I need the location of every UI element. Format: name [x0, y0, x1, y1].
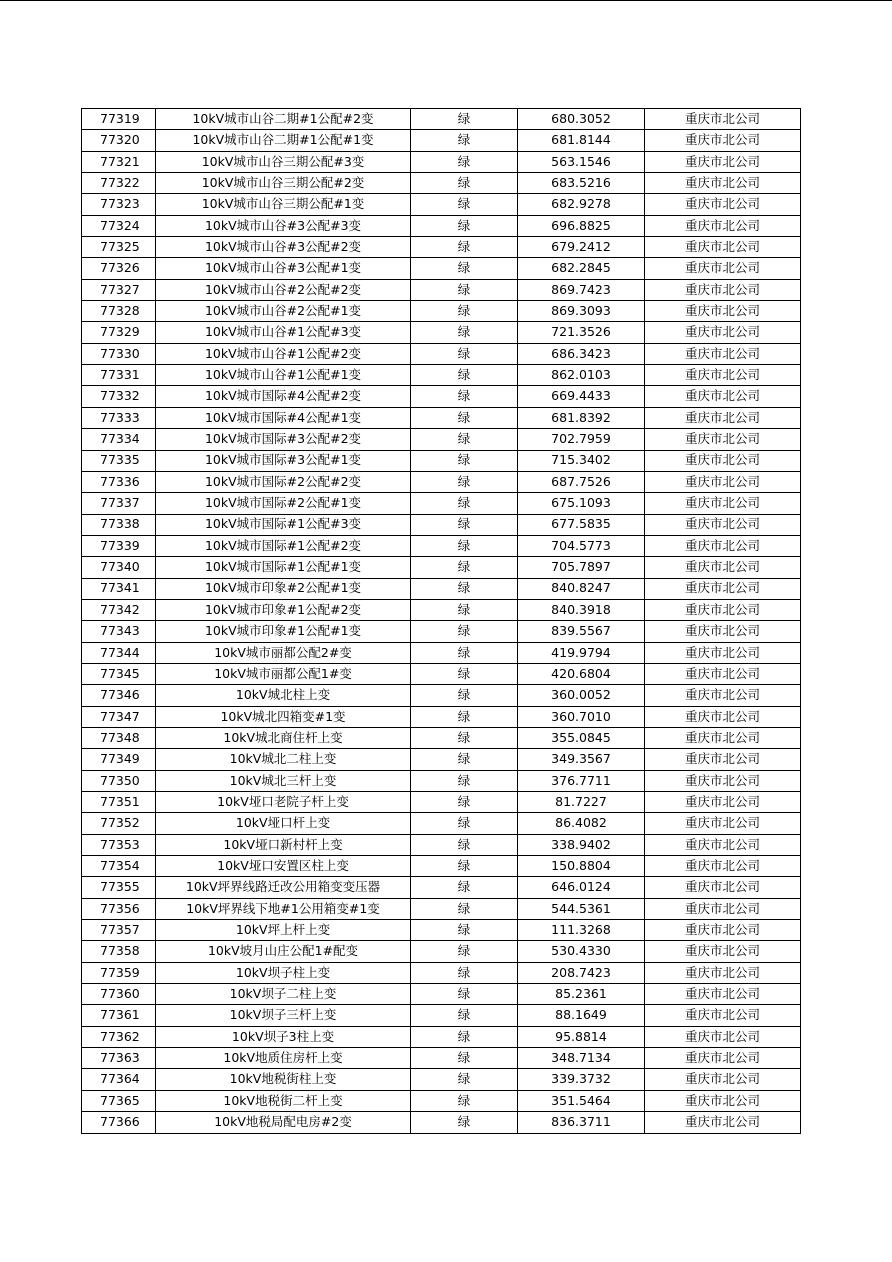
table-row [82, 727, 801, 748]
value-cell: 836.3711 [518, 1112, 645, 1133]
transformer-name-cell: 10kV城北三杆上变 [156, 770, 411, 791]
table-row [82, 215, 801, 236]
company-cell: 重庆市北公司 [645, 621, 801, 642]
value-cell: 682.2845 [518, 258, 645, 279]
table-row [82, 450, 801, 471]
table-row [82, 322, 801, 343]
record-id-cell: 77353 [82, 834, 156, 855]
value-cell: 81.7227 [518, 792, 645, 813]
table-row [82, 151, 801, 172]
record-id-cell: 77335 [82, 450, 156, 471]
record-id-cell: 77320 [82, 130, 156, 151]
record-id-cell: 77321 [82, 151, 156, 172]
table-row [82, 642, 801, 663]
record-id-cell: 77330 [82, 343, 156, 364]
company-cell: 重庆市北公司 [645, 642, 801, 663]
status-cell: 绿 [411, 941, 518, 962]
company-cell: 重庆市北公司 [645, 984, 801, 1005]
table-row [82, 194, 801, 215]
record-id-cell: 77324 [82, 215, 156, 236]
company-cell: 重庆市北公司 [645, 130, 801, 151]
company-cell: 重庆市北公司 [645, 279, 801, 300]
transformer-name-cell: 10kV城市山谷#3公配#1变 [156, 258, 411, 279]
transformer-name-cell: 10kV城市山谷三期公配#3变 [156, 151, 411, 172]
record-id-cell: 77332 [82, 386, 156, 407]
value-cell: 351.5464 [518, 1090, 645, 1111]
status-cell: 绿 [411, 365, 518, 386]
record-id-cell: 77319 [82, 109, 156, 130]
record-id-cell: 77345 [82, 663, 156, 684]
table-row [82, 1112, 801, 1133]
value-cell: 88.1649 [518, 1005, 645, 1026]
company-cell: 重庆市北公司 [645, 493, 801, 514]
value-cell: 687.7526 [518, 471, 645, 492]
record-id-cell: 77334 [82, 429, 156, 450]
record-id-cell: 77347 [82, 706, 156, 727]
value-cell: 686.3423 [518, 343, 645, 364]
status-cell: 绿 [411, 194, 518, 215]
company-cell: 重庆市北公司 [645, 770, 801, 791]
value-cell: 675.1093 [518, 493, 645, 514]
status-cell: 绿 [411, 920, 518, 941]
record-id-cell: 77342 [82, 599, 156, 620]
status-cell: 绿 [411, 557, 518, 578]
value-cell: 869.3093 [518, 301, 645, 322]
company-cell: 重庆市北公司 [645, 535, 801, 556]
company-cell: 重庆市北公司 [645, 834, 801, 855]
status-cell: 绿 [411, 877, 518, 898]
status-cell: 绿 [411, 237, 518, 258]
transformer-name-cell: 10kV坝子3柱上变 [156, 1026, 411, 1047]
value-cell: 869.7423 [518, 279, 645, 300]
status-cell: 绿 [411, 151, 518, 172]
table-row [82, 599, 801, 620]
value-cell: 681.8144 [518, 130, 645, 151]
table-row [82, 685, 801, 706]
company-cell: 重庆市北公司 [645, 962, 801, 983]
record-id-cell: 77340 [82, 557, 156, 578]
company-cell: 重庆市北公司 [645, 941, 801, 962]
transformer-name-cell: 10kV坝子三杆上变 [156, 1005, 411, 1026]
transformer-name-cell: 10kV城北柱上变 [156, 685, 411, 706]
record-id-cell: 77356 [82, 898, 156, 919]
record-id-cell: 77363 [82, 1048, 156, 1069]
status-cell: 绿 [411, 578, 518, 599]
status-cell: 绿 [411, 962, 518, 983]
table-row [82, 429, 801, 450]
status-cell: 绿 [411, 749, 518, 770]
company-cell: 重庆市北公司 [645, 749, 801, 770]
transformer-name-cell: 10kV城市国际#4公配#1变 [156, 407, 411, 428]
status-cell: 绿 [411, 1069, 518, 1090]
table-row [82, 1090, 801, 1111]
status-cell: 绿 [411, 856, 518, 877]
transformer-name-cell: 10kV垭口杆上变 [156, 813, 411, 834]
company-cell: 重庆市北公司 [645, 258, 801, 279]
value-cell: 349.3567 [518, 749, 645, 770]
status-cell: 绿 [411, 301, 518, 322]
record-id-cell: 77329 [82, 322, 156, 343]
value-cell: 420.6804 [518, 663, 645, 684]
status-cell: 绿 [411, 770, 518, 791]
company-cell: 重庆市北公司 [645, 578, 801, 599]
table-row [82, 621, 801, 642]
transformer-name-cell: 10kV城市山谷#2公配#2变 [156, 279, 411, 300]
status-cell: 绿 [411, 813, 518, 834]
table-row [82, 237, 801, 258]
value-cell: 360.0052 [518, 685, 645, 706]
table-row [82, 749, 801, 770]
record-id-cell: 77359 [82, 962, 156, 983]
transformer-name-cell: 10kV城北商住杆上变 [156, 727, 411, 748]
status-cell: 绿 [411, 685, 518, 706]
record-id-cell: 77364 [82, 1069, 156, 1090]
company-cell: 重庆市北公司 [645, 215, 801, 236]
table-row [82, 258, 801, 279]
value-cell: 705.7897 [518, 557, 645, 578]
record-id-cell: 77336 [82, 471, 156, 492]
record-id-cell: 77326 [82, 258, 156, 279]
company-cell: 重庆市北公司 [645, 898, 801, 919]
status-cell: 绿 [411, 1048, 518, 1069]
value-cell: 839.5567 [518, 621, 645, 642]
company-cell: 重庆市北公司 [645, 856, 801, 877]
table-row [82, 1005, 801, 1026]
record-id-cell: 77338 [82, 514, 156, 535]
value-cell: 355.0845 [518, 727, 645, 748]
record-id-cell: 77339 [82, 535, 156, 556]
status-cell: 绿 [411, 984, 518, 1005]
company-cell: 重庆市北公司 [645, 471, 801, 492]
record-id-cell: 77337 [82, 493, 156, 514]
table-row [82, 130, 801, 151]
table-row [82, 834, 801, 855]
record-id-cell: 77331 [82, 365, 156, 386]
record-id-cell: 77360 [82, 984, 156, 1005]
record-id-cell: 77344 [82, 642, 156, 663]
table-row [82, 471, 801, 492]
transformer-name-cell: 10kV城市国际#4公配#2变 [156, 386, 411, 407]
transformer-name-cell: 10kV垭口安置区柱上变 [156, 856, 411, 877]
transformer-name-cell: 10kV地质住房杆上变 [156, 1048, 411, 1069]
table-row [82, 877, 801, 898]
table-body [82, 109, 801, 1134]
status-cell: 绿 [411, 1005, 518, 1026]
status-cell: 绿 [411, 258, 518, 279]
value-cell: 208.7423 [518, 962, 645, 983]
transformer-name-cell: 10kV城市国际#1公配#3变 [156, 514, 411, 535]
transformer-name-cell: 10kV坪上杆上变 [156, 920, 411, 941]
record-id-cell: 77361 [82, 1005, 156, 1026]
transformer-name-cell: 10kV城市山谷#1公配#2变 [156, 343, 411, 364]
status-cell: 绿 [411, 450, 518, 471]
company-cell: 重庆市北公司 [645, 920, 801, 941]
table-row [82, 1026, 801, 1047]
table-row [82, 770, 801, 791]
status-cell: 绿 [411, 621, 518, 642]
company-cell: 重庆市北公司 [645, 557, 801, 578]
transformer-name-cell: 10kV城市印象#1公配#1变 [156, 621, 411, 642]
transformer-name-cell: 10kV城市国际#3公配#1变 [156, 450, 411, 471]
status-cell: 绿 [411, 493, 518, 514]
company-cell: 重庆市北公司 [645, 365, 801, 386]
value-cell: 683.5216 [518, 173, 645, 194]
record-id-cell: 77341 [82, 578, 156, 599]
record-id-cell: 77351 [82, 792, 156, 813]
table-row [82, 343, 801, 364]
record-id-cell: 77328 [82, 301, 156, 322]
table-row [82, 706, 801, 727]
table-row [82, 920, 801, 941]
status-cell: 绿 [411, 279, 518, 300]
record-id-cell: 77357 [82, 920, 156, 941]
transformer-name-cell: 10kV坡月山庄公配1#配变 [156, 941, 411, 962]
status-cell: 绿 [411, 599, 518, 620]
company-cell: 重庆市北公司 [645, 1005, 801, 1026]
transformer-name-cell: 10kV垭口新村杆上变 [156, 834, 411, 855]
company-cell: 重庆市北公司 [645, 1090, 801, 1111]
value-cell: 704.5773 [518, 535, 645, 556]
value-cell: 530.4330 [518, 941, 645, 962]
table-row [82, 792, 801, 813]
table-row [82, 279, 801, 300]
value-cell: 111.3268 [518, 920, 645, 941]
transformer-name-cell: 10kV城市山谷二期#1公配#1变 [156, 130, 411, 151]
record-id-cell: 77346 [82, 685, 156, 706]
transformer-name-cell: 10kV城市山谷三期公配#2变 [156, 173, 411, 194]
table-row [82, 962, 801, 983]
transformer-name-cell: 10kV城北四箱变#1变 [156, 706, 411, 727]
record-id-cell: 77343 [82, 621, 156, 642]
transformer-name-cell: 10kV城市山谷#1公配#3变 [156, 322, 411, 343]
company-cell: 重庆市北公司 [645, 1048, 801, 1069]
status-cell: 绿 [411, 322, 518, 343]
status-cell: 绿 [411, 386, 518, 407]
status-cell: 绿 [411, 130, 518, 151]
status-cell: 绿 [411, 429, 518, 450]
transformer-name-cell: 10kV城市国际#1公配#1变 [156, 557, 411, 578]
transformer-name-cell: 10kV城市国际#2公配#2变 [156, 471, 411, 492]
value-cell: 419.9794 [518, 642, 645, 663]
transformer-name-cell: 10kV坪界线下地#1公用箱变#1变 [156, 898, 411, 919]
value-cell: 702.7959 [518, 429, 645, 450]
value-cell: 677.5835 [518, 514, 645, 535]
value-cell: 95.8814 [518, 1026, 645, 1047]
company-cell: 重庆市北公司 [645, 301, 801, 322]
value-cell: 681.8392 [518, 407, 645, 428]
company-cell: 重庆市北公司 [645, 1026, 801, 1047]
status-cell: 绿 [411, 1090, 518, 1111]
page-top-border [0, 0, 892, 1]
company-cell: 重庆市北公司 [645, 237, 801, 258]
table-row [82, 578, 801, 599]
transformer-name-cell: 10kV城市丽都公配1#变 [156, 663, 411, 684]
transformer-name-cell: 10kV地税街柱上变 [156, 1069, 411, 1090]
record-id-cell: 77362 [82, 1026, 156, 1047]
table-row [82, 407, 801, 428]
record-id-cell: 77333 [82, 407, 156, 428]
company-cell: 重庆市北公司 [645, 1112, 801, 1133]
company-cell: 重庆市北公司 [645, 407, 801, 428]
value-cell: 721.3526 [518, 322, 645, 343]
transformer-name-cell: 10kV城市山谷二期#1公配#2变 [156, 109, 411, 130]
status-cell: 绿 [411, 109, 518, 130]
value-cell: 840.8247 [518, 578, 645, 599]
record-id-cell: 77355 [82, 877, 156, 898]
status-cell: 绿 [411, 471, 518, 492]
company-cell: 重庆市北公司 [645, 151, 801, 172]
company-cell: 重庆市北公司 [645, 450, 801, 471]
value-cell: 150.8804 [518, 856, 645, 877]
status-cell: 绿 [411, 514, 518, 535]
company-cell: 重庆市北公司 [645, 877, 801, 898]
status-cell: 绿 [411, 215, 518, 236]
value-cell: 85.2361 [518, 984, 645, 1005]
company-cell: 重庆市北公司 [645, 194, 801, 215]
record-id-cell: 77366 [82, 1112, 156, 1133]
transformer-name-cell: 10kV城市山谷#3公配#2变 [156, 237, 411, 258]
record-id-cell: 77352 [82, 813, 156, 834]
table-row [82, 301, 801, 322]
status-cell: 绿 [411, 663, 518, 684]
table-row [82, 173, 801, 194]
value-cell: 646.0124 [518, 877, 645, 898]
table-row [82, 941, 801, 962]
transformer-name-cell: 10kV城市印象#2公配#1变 [156, 578, 411, 599]
value-cell: 544.5361 [518, 898, 645, 919]
transformer-name-cell: 10kV地税局配电房#2变 [156, 1112, 411, 1133]
record-id-cell: 77350 [82, 770, 156, 791]
transformer-name-cell: 10kV坝子二柱上变 [156, 984, 411, 1005]
table-row [82, 813, 801, 834]
status-cell: 绿 [411, 898, 518, 919]
table-row [82, 365, 801, 386]
record-id-cell: 77358 [82, 941, 156, 962]
status-cell: 绿 [411, 834, 518, 855]
record-id-cell: 77365 [82, 1090, 156, 1111]
company-cell: 重庆市北公司 [645, 322, 801, 343]
transformer-name-cell: 10kV城市印象#1公配#2变 [156, 599, 411, 620]
record-id-cell: 77323 [82, 194, 156, 215]
value-cell: 840.3918 [518, 599, 645, 620]
value-cell: 682.9278 [518, 194, 645, 215]
company-cell: 重庆市北公司 [645, 706, 801, 727]
company-cell: 重庆市北公司 [645, 343, 801, 364]
value-cell: 348.7134 [518, 1048, 645, 1069]
table-row [82, 984, 801, 1005]
record-id-cell: 77349 [82, 749, 156, 770]
company-cell: 重庆市北公司 [645, 173, 801, 194]
value-cell: 679.2412 [518, 237, 645, 258]
table-row [82, 493, 801, 514]
company-cell: 重庆市北公司 [645, 727, 801, 748]
value-cell: 563.1546 [518, 151, 645, 172]
value-cell: 696.8825 [518, 215, 645, 236]
table-row [82, 109, 801, 130]
status-cell: 绿 [411, 407, 518, 428]
company-cell: 重庆市北公司 [645, 429, 801, 450]
record-id-cell: 77327 [82, 279, 156, 300]
status-cell: 绿 [411, 343, 518, 364]
transformer-name-cell: 10kV城市丽都公配2#变 [156, 642, 411, 663]
table-row [82, 557, 801, 578]
table-row [82, 663, 801, 684]
transformer-name-cell: 10kV城市山谷#2公配#1变 [156, 301, 411, 322]
table-row [82, 535, 801, 556]
transformer-data-table [81, 108, 801, 1134]
value-cell: 338.9402 [518, 834, 645, 855]
company-cell: 重庆市北公司 [645, 599, 801, 620]
status-cell: 绿 [411, 1112, 518, 1133]
status-cell: 绿 [411, 173, 518, 194]
value-cell: 862.0103 [518, 365, 645, 386]
table-row [82, 856, 801, 877]
transformer-name-cell: 10kV城北二柱上变 [156, 749, 411, 770]
company-cell: 重庆市北公司 [645, 663, 801, 684]
value-cell: 86.4082 [518, 813, 645, 834]
table-row [82, 1069, 801, 1090]
table-row [82, 514, 801, 535]
value-cell: 680.3052 [518, 109, 645, 130]
transformer-name-cell: 10kV城市山谷#1公配#1变 [156, 365, 411, 386]
company-cell: 重庆市北公司 [645, 792, 801, 813]
status-cell: 绿 [411, 706, 518, 727]
table-row [82, 386, 801, 407]
record-id-cell: 77322 [82, 173, 156, 194]
transformer-name-cell: 10kV城市国际#2公配#1变 [156, 493, 411, 514]
record-id-cell: 77354 [82, 856, 156, 877]
record-id-cell: 77348 [82, 727, 156, 748]
transformer-name-cell: 10kV垭口老院子杆上变 [156, 792, 411, 813]
company-cell: 重庆市北公司 [645, 386, 801, 407]
status-cell: 绿 [411, 727, 518, 748]
transformer-name-cell: 10kV坪界线路迁改公用箱变变压器 [156, 877, 411, 898]
status-cell: 绿 [411, 642, 518, 663]
value-cell: 360.7010 [518, 706, 645, 727]
value-cell: 339.3732 [518, 1069, 645, 1090]
company-cell: 重庆市北公司 [645, 813, 801, 834]
company-cell: 重庆市北公司 [645, 109, 801, 130]
transformer-name-cell: 10kV城市国际#3公配#2变 [156, 429, 411, 450]
value-cell: 669.4433 [518, 386, 645, 407]
table-row [82, 898, 801, 919]
transformer-name-cell: 10kV地税街二杆上变 [156, 1090, 411, 1111]
status-cell: 绿 [411, 535, 518, 556]
company-cell: 重庆市北公司 [645, 1069, 801, 1090]
company-cell: 重庆市北公司 [645, 514, 801, 535]
company-cell: 重庆市北公司 [645, 685, 801, 706]
transformer-name-cell: 10kV坝子柱上变 [156, 962, 411, 983]
transformer-name-cell: 10kV城市国际#1公配#2变 [156, 535, 411, 556]
value-cell: 715.3402 [518, 450, 645, 471]
transformer-name-cell: 10kV城市山谷三期公配#1变 [156, 194, 411, 215]
table-row [82, 1048, 801, 1069]
record-id-cell: 77325 [82, 237, 156, 258]
status-cell: 绿 [411, 792, 518, 813]
status-cell: 绿 [411, 1026, 518, 1047]
value-cell: 376.7711 [518, 770, 645, 791]
transformer-name-cell: 10kV城市山谷#3公配#3变 [156, 215, 411, 236]
